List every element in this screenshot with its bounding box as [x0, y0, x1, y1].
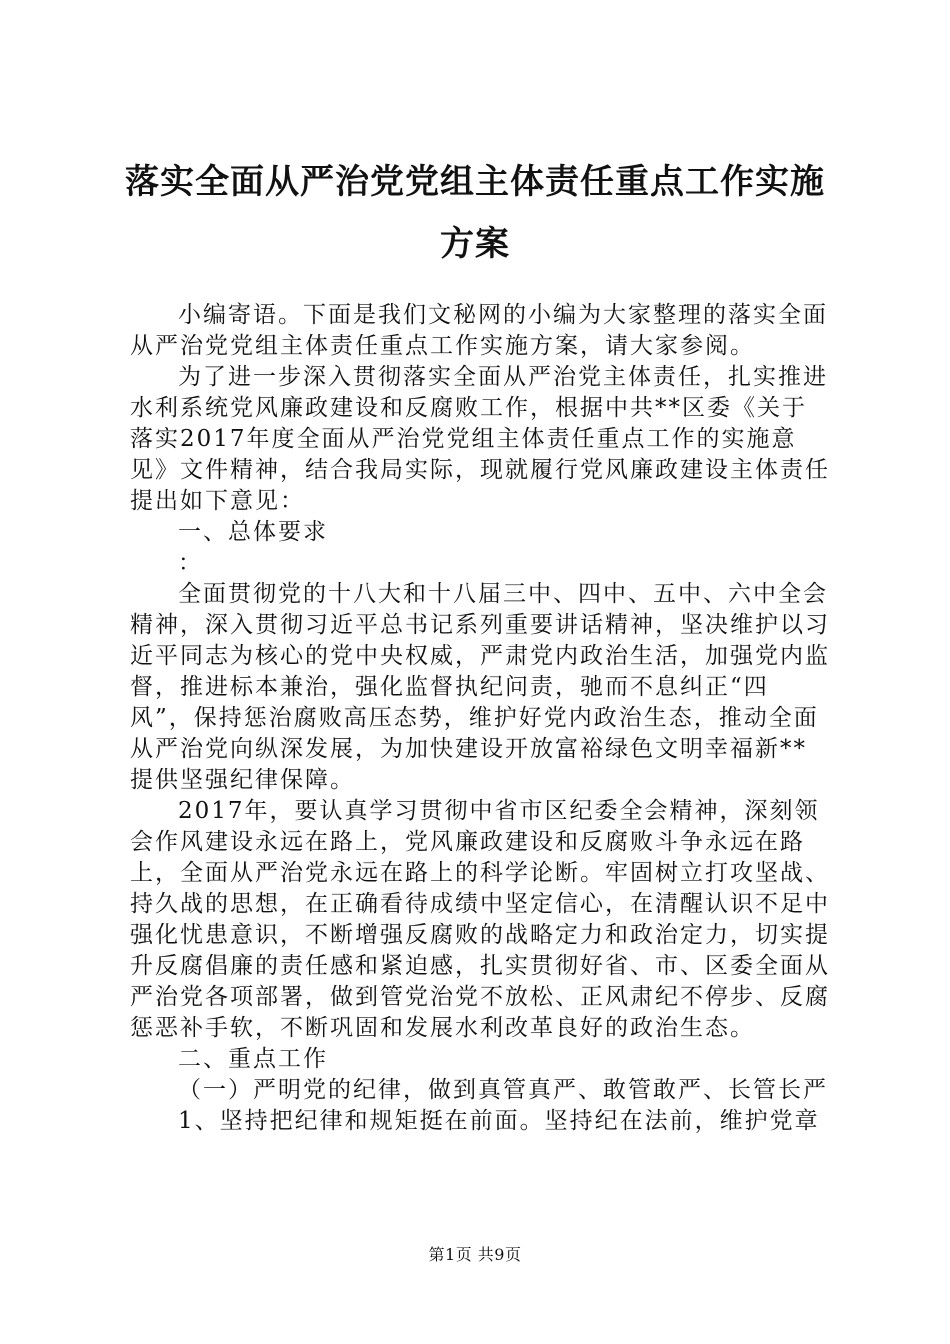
- paragraph-general-requirements: 全面贯彻党的十八大和十八届三中、四中、五中、六中全会精神，深入贯彻习近平总书记系列重要讲话精神，坚决维护以习近平同志为核心的党中央权威，严肃党内政治生活，加强党内监督，推进标本兼治，强化监督执纪问责，驰而不息纠正“四风”，保持惩治腐败高压态势，维护好党内政治生态，推动全面从严治党向纵深发展，为加快建设开放富裕绿色文明幸福新**提供坚强纪律保障。: [130, 581, 830, 793]
- paragraph-intro: 小编寄语。下面是我们文秘网的小编为大家整理的落实全面从严治党党组主体责任重点工作实施方案，请大家参阅。: [130, 302, 828, 359]
- section-heading-key-work: 二、重点工作: [178, 1046, 328, 1072]
- subsection-heading-discipline: （一）严明党的纪律，做到真管真严、敢管敢严、长管长严: [178, 1077, 828, 1103]
- paragraph-colon: ：: [178, 550, 203, 576]
- paragraph-purpose: 为了进一步深入贯彻落实全面从严治党主体责任，扎实推进水利系统党风廉政建设和反腐败工作，根据中共**区委《关于落实2017年度全面从严治党党组主体责任重点工作的实施意见》文件精神，结合我局实际，现就履行党风廉政建设主体责任提出如下意见：: [130, 364, 830, 514]
- document-title-line-1: 落实全面从严治党党组主体责任重点工作实施: [125, 162, 825, 202]
- document-title-line-2: 方案: [440, 224, 510, 264]
- paragraph-item-1: 1、坚持把纪律和规矩挺在前面。坚持纪在法前，维护党章: [178, 1108, 820, 1134]
- paragraph-2017: 2017年，要认真学习贯彻中省市区纪委全会精神，深刻领会作风建设永远在路上，党风廉政建设和反腐败斗争永远在路上，全面从严治党永远在路上的科学论断。牢固树立打攻坚战、持久战的思想，在正确看待成绩中坚定信心，在清醒认识不足中强化忧患意识，不断增强反腐败的战略定力和政治定力，切实提升反腐倡廉的责任感和紧迫感，扎实贯彻好省、市、区委全面从严治党各项部署，做到管党治党不放松、正风肃纪不停步、反腐惩恶补手软，不断巩固和发展水利改革良好的政治生态。: [130, 798, 830, 1041]
- page-footer: 第1页 共9页: [428, 1245, 522, 1264]
- section-heading-general-requirements: 一、总体要求: [178, 519, 328, 545]
- document-body: [130, 300, 830, 1137]
